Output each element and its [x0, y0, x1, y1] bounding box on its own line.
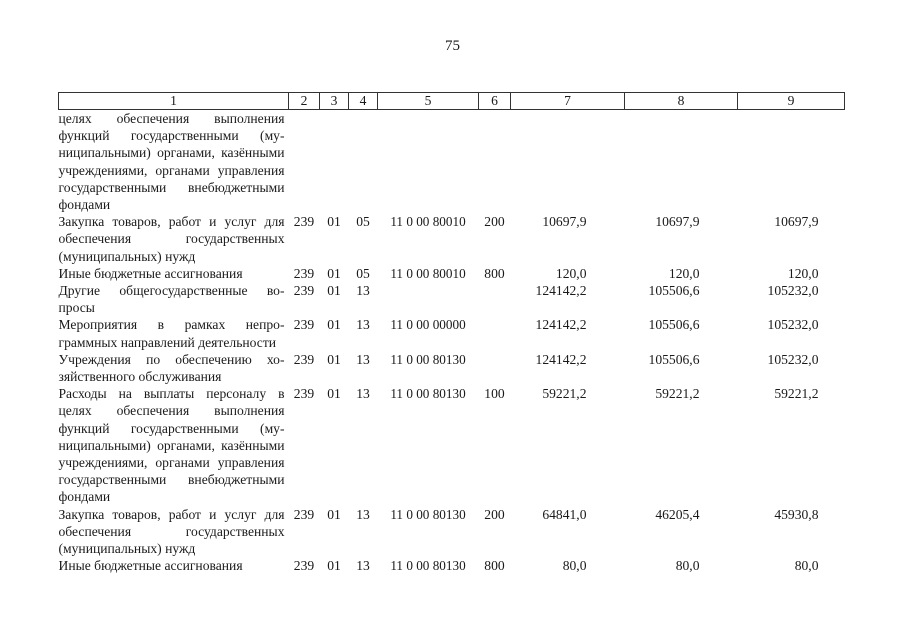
cell-amount-year3: 105232,0: [767, 351, 819, 367]
cell-amount-year2: 120,0: [668, 265, 700, 281]
cell-amount-year2: 105506,6: [648, 283, 700, 299]
cell-section: 01: [327, 283, 341, 299]
cell-expense-type: 800: [484, 558, 505, 574]
cell-amount-year2: 105506,6: [648, 351, 700, 367]
cell-subsection: [349, 110, 378, 214]
cell-admin-code: 239: [293, 265, 315, 281]
cell-target-article: 11 0 00 80130: [390, 351, 466, 367]
table-row: [59, 506, 845, 558]
cell-admin-code: 239: [293, 317, 315, 333]
row-name: целях обеспечения выполнения функций государственными (муниципальными) органами, казёнными учреждениями, органами управления государственными внебюджетными фондами: [58, 111, 285, 213]
cell-expense-type: [479, 282, 511, 316]
cell-subsection: 13: [356, 351, 370, 367]
column-header-6: 6: [479, 93, 511, 110]
table-row: [59, 316, 845, 350]
cell-admin-code: 239: [293, 386, 315, 402]
cell-section: 01: [327, 317, 341, 333]
cell-amount-year1: 59221,2: [542, 386, 587, 402]
column-header-4: 4: [349, 93, 378, 110]
cell-amount-year2: 46205,4: [655, 506, 700, 522]
cell-expense-type: [479, 351, 511, 385]
cell-subsection: 13: [356, 506, 370, 522]
cell-expense-type: 200: [484, 214, 505, 230]
cell-target-article: 11 0 00 80130: [390, 558, 466, 574]
row-name: Учреждения по обеспечению хозяйственного обслуживания: [58, 351, 285, 385]
cell-admin-code: 239: [293, 506, 315, 522]
table-row: [59, 265, 845, 282]
column-header-5: 5: [378, 93, 479, 110]
cell-section: [320, 110, 349, 214]
cell-target-article: 11 0 00 80130: [390, 506, 466, 522]
cell-amount-year1: 124142,2: [535, 351, 587, 367]
cell-subsection: 13: [356, 317, 370, 333]
table-header-row: [59, 93, 845, 110]
cell-amount-year3: 45930,8: [774, 506, 819, 522]
cell-expense-type: 100: [484, 386, 505, 402]
cell-amount-year3: 120,0: [787, 265, 819, 281]
table-row: [59, 282, 845, 316]
page-number: 75: [445, 38, 460, 54]
cell-target-article: [378, 282, 479, 316]
column-header-3: 3: [320, 93, 349, 110]
cell-section: 01: [327, 558, 341, 574]
cell-amount-year2: 59221,2: [655, 386, 700, 402]
cell-amount-year2: 10697,9: [655, 214, 700, 230]
cell-amount-year2: 105506,6: [648, 317, 700, 333]
column-header-7: 7: [511, 93, 625, 110]
table-row: [59, 110, 845, 214]
cell-expense-type: [479, 316, 511, 350]
cell-admin-code: 239: [293, 558, 315, 574]
table-row: [59, 213, 845, 265]
cell-subsection: 13: [356, 283, 370, 299]
cell-subsection: 13: [356, 386, 370, 402]
cell-amount-year3: 80,0: [794, 558, 819, 574]
cell-amount-year3: 105232,0: [767, 317, 819, 333]
cell-amount-year3: 59221,2: [774, 386, 819, 402]
cell-amount-year1: 124142,2: [535, 317, 587, 333]
cell-target-article: 11 0 00 80010: [390, 265, 466, 281]
row-name: Другие общегосударственные вопросы: [58, 283, 285, 316]
cell-amount-year1: 80,0: [562, 558, 587, 574]
cell-amount-year1: [511, 110, 625, 214]
cell-amount-year1: 10697,9: [542, 214, 587, 230]
column-header-9: 9: [738, 93, 845, 110]
column-header-8: 8: [625, 93, 738, 110]
cell-amount-year3: [738, 110, 845, 214]
cell-target-article: 11 0 00 80010: [390, 214, 466, 230]
column-header-2: 2: [289, 93, 320, 110]
cell-section: 01: [327, 214, 341, 230]
cell-expense-type: 200: [484, 506, 505, 522]
budget-table: [58, 92, 845, 574]
cell-admin-code: 239: [293, 351, 315, 367]
cell-amount-year1: 124142,2: [535, 283, 587, 299]
cell-target-article: 11 0 00 00000: [390, 317, 466, 333]
cell-section: 01: [327, 386, 341, 402]
cell-admin-code: 239: [293, 214, 315, 230]
cell-section: 01: [327, 351, 341, 367]
row-name: Закупка товаров, работ и услуг для обеспечения государственных (муниципальных) нужд: [58, 214, 285, 264]
table-row: [59, 385, 845, 505]
cell-target-article: [378, 110, 479, 214]
cell-subsection: 05: [356, 265, 370, 281]
row-name: Расходы на выплаты персоналу в целях обеспечения выполнения функций государственными (муниципальными) органами, казёнными учреждениями, органами управления государственными внебюджетными фондами: [58, 386, 285, 505]
cell-admin-code: [289, 110, 320, 214]
cell-target-article: 11 0 00 80130: [390, 386, 466, 402]
row-name: Иные бюджетные ассигнования: [58, 265, 243, 281]
cell-amount-year3: 10697,9: [774, 214, 819, 230]
cell-subsection: 13: [356, 558, 370, 574]
cell-amount-year1: 64841,0: [542, 506, 587, 522]
row-name: Закупка товаров, работ и услуг для обеспечения государственных (муниципальных) нужд: [58, 506, 285, 557]
table-row: [59, 557, 845, 574]
cell-admin-code: 239: [293, 283, 315, 299]
cell-amount-year2: 80,0: [675, 558, 700, 574]
table-row: [59, 351, 845, 385]
row-name: Иные бюджетные ассигнования: [58, 558, 243, 574]
cell-expense-type: [479, 110, 511, 214]
cell-amount-year1: 120,0: [555, 265, 587, 281]
cell-section: 01: [327, 506, 341, 522]
cell-amount-year3: 105232,0: [767, 283, 819, 299]
column-header-1: 1: [59, 93, 289, 110]
row-name: Мероприятия в рамках непрограммных направлений деятельности: [58, 317, 285, 350]
cell-section: 01: [327, 265, 341, 281]
cell-subsection: 05: [356, 214, 370, 230]
cell-amount-year2: [625, 110, 738, 214]
cell-expense-type: 800: [484, 265, 505, 281]
